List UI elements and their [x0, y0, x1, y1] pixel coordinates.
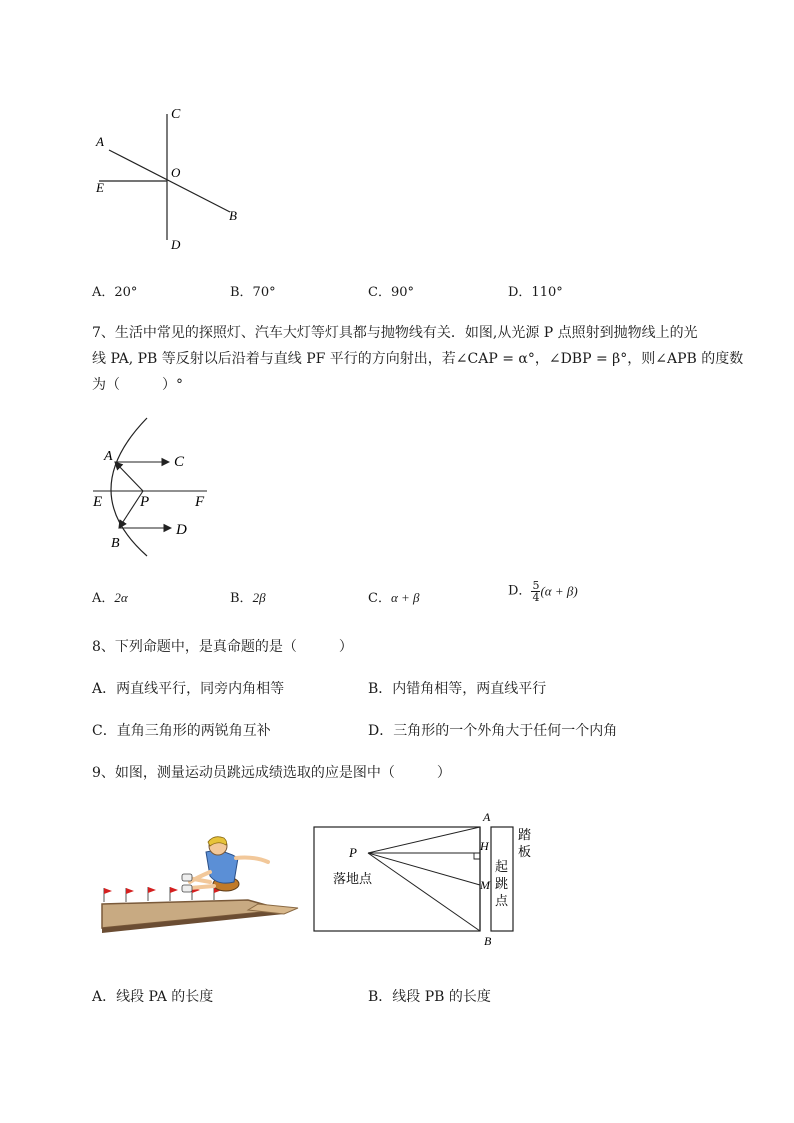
label-a: A — [483, 810, 491, 824]
segment-pb — [368, 853, 480, 931]
q9-option-a[interactable]: A．线段 PA 的长度 — [92, 989, 214, 1005]
label-p: P — [349, 845, 357, 860]
fraction-denominator: 4 — [532, 591, 540, 604]
q7-stem-line3: 为（ ）° — [92, 377, 183, 393]
label-takeoff-2: 跳 — [495, 876, 509, 891]
q7-option-d-prefix: D． — [508, 583, 532, 599]
label-a: A — [96, 134, 104, 149]
label-c: C — [171, 107, 181, 122]
fraction-numerator: 5 — [532, 579, 540, 592]
segment-pa — [368, 827, 480, 853]
q8-option-c[interactable]: C．直角三角形的两锐角互补 — [92, 723, 271, 739]
label-board-2: 板 — [518, 844, 532, 859]
q7-option-a-expr: 2α — [114, 590, 128, 605]
q8-option-d[interactable]: D．三角形的一个外角大于任何一个内角 — [368, 723, 618, 739]
label-o: O — [171, 165, 181, 180]
label-board-1: 踏 — [518, 827, 532, 842]
q7-option-a[interactable] — [92, 588, 128, 609]
athlete-figure — [182, 837, 268, 892]
label-m: M — [480, 878, 490, 892]
q8-option-a[interactable]: A．两直线平行，同旁内角相等 — [92, 681, 285, 697]
q7-option-c-prefix: C． — [368, 591, 391, 606]
q6-option-a[interactable]: A．20° — [92, 285, 138, 300]
figure-intersecting-lines — [85, 100, 255, 260]
label-h: H — [480, 839, 489, 853]
label-d: D — [176, 522, 187, 538]
q7-option-d-expr: (α + β) — [540, 583, 578, 599]
q7-option-a-prefix: A． — [92, 591, 115, 606]
q9-stem: 9、如图，测量运动员跳远成绩选取的应是图中（ ） — [92, 765, 451, 781]
label-takeoff-1: 起 — [495, 859, 509, 874]
segment-pm — [368, 853, 480, 885]
q7-option-b-prefix: B． — [230, 591, 253, 606]
q7-stem-line2: 线 PA, PB 等反射以后沿着与直线 PF 平行的方向射出，若∠CAP = α°，∠DBP = β°，则∠APB 的度数 — [92, 351, 744, 367]
label-takeoff-3: 点 — [495, 893, 509, 908]
q7-stem-line1: 7、生活中常见的探照灯、汽车大灯等灯具都与抛物线有关．如图,从光源 P 点照射到抛物线上的光 — [92, 325, 698, 341]
q8-option-b[interactable]: B．内错角相等，两直线平行 — [368, 681, 547, 697]
right-angle-mark — [474, 853, 480, 859]
flag-markers — [104, 887, 222, 902]
figure-parabola-reflection — [85, 410, 220, 560]
q7-option-c[interactable] — [368, 588, 420, 609]
long-jump-illustration — [98, 832, 303, 937]
ray-pa — [115, 462, 143, 491]
label-b: B — [484, 934, 492, 948]
label-e: E — [96, 180, 104, 195]
label-landing-point: 落地点 — [333, 871, 373, 886]
q6-option-d[interactable]: D．110° — [508, 285, 563, 300]
q6-option-b[interactable]: B．70° — [230, 285, 276, 300]
label-d: D — [171, 237, 181, 252]
q7-option-c-expr: α + β — [390, 590, 420, 605]
label-c: C — [174, 454, 185, 470]
q7-option-b-expr: 2β — [252, 590, 266, 605]
label-e: E — [93, 494, 103, 510]
label-a: A — [104, 449, 113, 464]
q8-stem: 8、下列命题中，是真命题的是（ ） — [92, 639, 353, 655]
label-b: B — [111, 536, 120, 551]
label-f: F — [195, 494, 205, 510]
figure-measurement-diagram — [305, 805, 535, 950]
q9-option-b[interactable]: B．线段 PB 的长度 — [368, 989, 491, 1005]
label-p: P — [140, 494, 150, 510]
q7-option-d[interactable] — [508, 580, 578, 603]
label-b: B — [229, 208, 237, 223]
q7-option-b[interactable] — [230, 588, 266, 609]
q6-option-c[interactable]: C．90° — [368, 285, 414, 300]
